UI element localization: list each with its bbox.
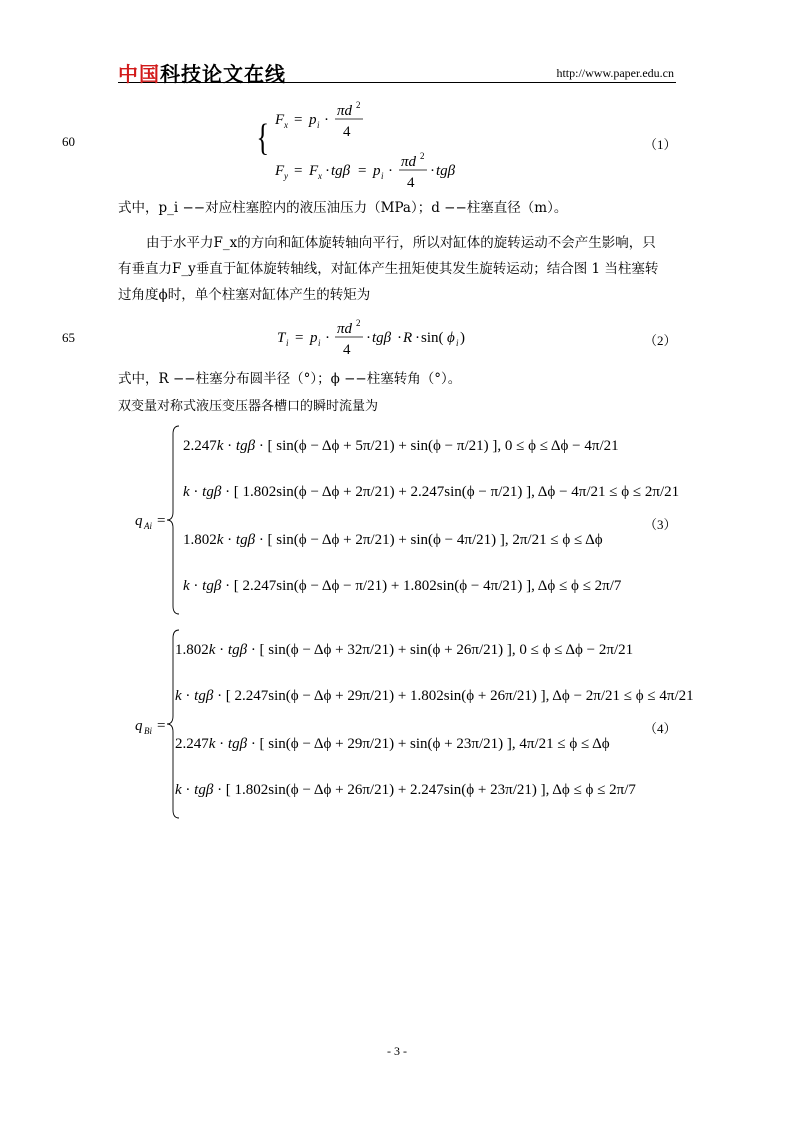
page-number: - 3 - xyxy=(387,1044,407,1058)
svg-text:F: F xyxy=(275,112,285,128)
svg-text:2: 2 xyxy=(356,100,361,110)
svg-text:{: { xyxy=(256,117,270,160)
svg-text:πd: πd xyxy=(337,321,353,337)
svg-text:·: · xyxy=(325,330,330,346)
svg-text:tgβ: tgβ xyxy=(331,163,351,179)
paragraph-symbols-1: 式中，p_i −−对应柱塞腔内的液压油压力（MPa）；d −−柱塞直径（m）。 xyxy=(118,200,568,216)
paragraph-force-b: 有垂直力F_y垂直于缸体旋转轴线，对缸体产生扭矩使其发生旋转运动；结合图 1 当柱塞转 xyxy=(118,261,659,277)
svg-text:·: · xyxy=(324,112,329,128)
svg-text:k · tgβ · [ 1.802sin(ϕ − Δϕ +: k · tgβ · [ 1.802sin(ϕ − Δϕ + 26π/21) + 2.247sin(ϕ + 23π/21) ], Δϕ ≤ ϕ ≤ 2π/7 xyxy=(175,782,636,798)
svg-text:2: 2 xyxy=(356,318,361,328)
svg-text:tgβ: tgβ xyxy=(436,163,456,179)
svg-text:ϕ: ϕ xyxy=(447,330,455,346)
svg-text:=: = xyxy=(358,163,367,179)
svg-text:i: i xyxy=(286,338,289,348)
svg-text:sin(: sin( xyxy=(421,330,444,346)
equation-number-2: （2） xyxy=(644,333,677,348)
line-number-60: 60 xyxy=(62,134,75,149)
svg-text:2.247k · tgβ · [ sin(ϕ − Δϕ +: 2.247k · tgβ · [ sin(ϕ − Δϕ + 5π/21) + sin(ϕ − π/21) ], 0 ≤ ϕ ≤ Δϕ − 4π/21 xyxy=(183,438,619,454)
equation-number-3: （3） xyxy=(644,517,677,532)
paragraph-force-c: 过角度ϕ时，单个柱塞对缸体产生的转矩为 xyxy=(118,287,371,303)
formula-4 xyxy=(135,624,694,824)
svg-text:=: = xyxy=(157,718,166,734)
equation-number-4: （4） xyxy=(644,721,677,736)
formula-2 xyxy=(275,316,535,366)
svg-text:p: p xyxy=(309,112,317,128)
svg-text:=: = xyxy=(294,112,303,128)
svg-text:2.247k · tgβ · [ sin(ϕ − Δϕ +: 2.247k · tgβ · [ sin(ϕ − Δϕ + 29π/21) + sin(ϕ + 23π/21) ], 4π/21 ≤ ϕ ≤ Δϕ xyxy=(175,736,610,752)
line-number-65: 65 xyxy=(62,330,75,345)
svg-text:·: · xyxy=(388,163,393,179)
formula-3 xyxy=(135,420,680,620)
header-url: http://www.paper.edu.cn xyxy=(556,66,674,80)
svg-text:x: x xyxy=(318,171,322,181)
svg-text:1.802k · tgβ · [ sin(ϕ − Δϕ +: 1.802k · tgβ · [ sin(ϕ − Δϕ + 32π/21) + sin(ϕ + 26π/21) ], 0 ≤ ϕ ≤ Δϕ − 2π/21 xyxy=(175,642,634,658)
svg-text:πd: πd xyxy=(337,103,353,119)
svg-text:4: 4 xyxy=(343,124,351,140)
svg-text:i: i xyxy=(381,171,384,181)
svg-text:k · tgβ · [ 2.247sin(ϕ − Δϕ −: k · tgβ · [ 2.247sin(ϕ − Δϕ − π/21) + 1.802sin(ϕ − 4π/21) ], Δϕ ≤ ϕ ≤ 2π/7 xyxy=(183,578,622,594)
svg-text:Ai: Ai xyxy=(144,521,152,531)
svg-text:i: i xyxy=(318,338,321,348)
svg-text:R: R xyxy=(403,330,413,346)
svg-text:·: · xyxy=(325,163,330,179)
svg-text:k · tgβ · [ 1.802sin(ϕ − Δϕ +: k · tgβ · [ 1.802sin(ϕ − Δϕ + 2π/21) + 2.247sin(ϕ − π/21) ], Δϕ − 4π/21 ≤ ϕ ≤ 2π/21 xyxy=(183,484,680,500)
svg-text:·: · xyxy=(415,330,420,346)
page-header xyxy=(118,58,676,86)
svg-text:i: i xyxy=(317,120,320,130)
svg-text:): ) xyxy=(460,330,465,346)
svg-text:y: y xyxy=(284,171,288,181)
svg-text:p: p xyxy=(310,330,318,346)
paragraph-force-a: 由于水平力F_x的方向和缸体旋转轴向平行，所以对缸体的旋转运动不会产生影响，只 xyxy=(146,235,656,251)
svg-text:·: · xyxy=(430,163,435,179)
svg-text:Bi: Bi xyxy=(144,726,152,736)
svg-text:=: = xyxy=(295,330,304,346)
svg-text:q: q xyxy=(135,718,143,734)
svg-text:F: F xyxy=(275,163,285,179)
svg-text:F: F xyxy=(309,163,319,179)
svg-text:πd: πd xyxy=(401,154,417,170)
svg-text:x: x xyxy=(284,120,288,130)
svg-text:·: · xyxy=(397,330,402,346)
svg-text:2: 2 xyxy=(420,151,425,161)
svg-text:k · tgβ · [ 2.247sin(ϕ − Δϕ +: k · tgβ · [ 2.247sin(ϕ − Δϕ + 29π/21) + 1.802sin(ϕ + 26π/21) ], Δϕ − 2π/21 ≤ ϕ ≤ 4π/21 xyxy=(175,688,694,704)
svg-text:q: q xyxy=(135,513,143,529)
svg-text:T: T xyxy=(277,330,286,346)
equation-number-1: （1） xyxy=(644,137,677,152)
svg-text:4: 4 xyxy=(343,342,351,358)
svg-text:=: = xyxy=(294,163,303,179)
svg-text:tgβ: tgβ xyxy=(372,330,392,346)
paragraph-symbols-2: 式中，R −−柱塞分布圆半径（°）；ϕ −−柱塞转角（°）。 xyxy=(118,371,462,387)
paragraph-flow-intro: 双变量对称式液压变压器各槽口的瞬时流量为 xyxy=(118,399,379,414)
svg-text:=: = xyxy=(157,513,166,529)
svg-text:4: 4 xyxy=(407,175,415,191)
svg-text:i: i xyxy=(456,338,459,348)
svg-text:p: p xyxy=(373,163,381,179)
journal-logo: 中国科技论文在线 xyxy=(118,62,286,86)
svg-text:1.802k · tgβ · [ sin(ϕ − Δϕ +: 1.802k · tgβ · [ sin(ϕ − Δϕ + 2π/21) + sin(ϕ − 4π/21) ], 2π/21 ≤ ϕ ≤ Δϕ xyxy=(183,532,603,548)
svg-text:·: · xyxy=(366,330,371,346)
formula-1 xyxy=(255,98,535,193)
